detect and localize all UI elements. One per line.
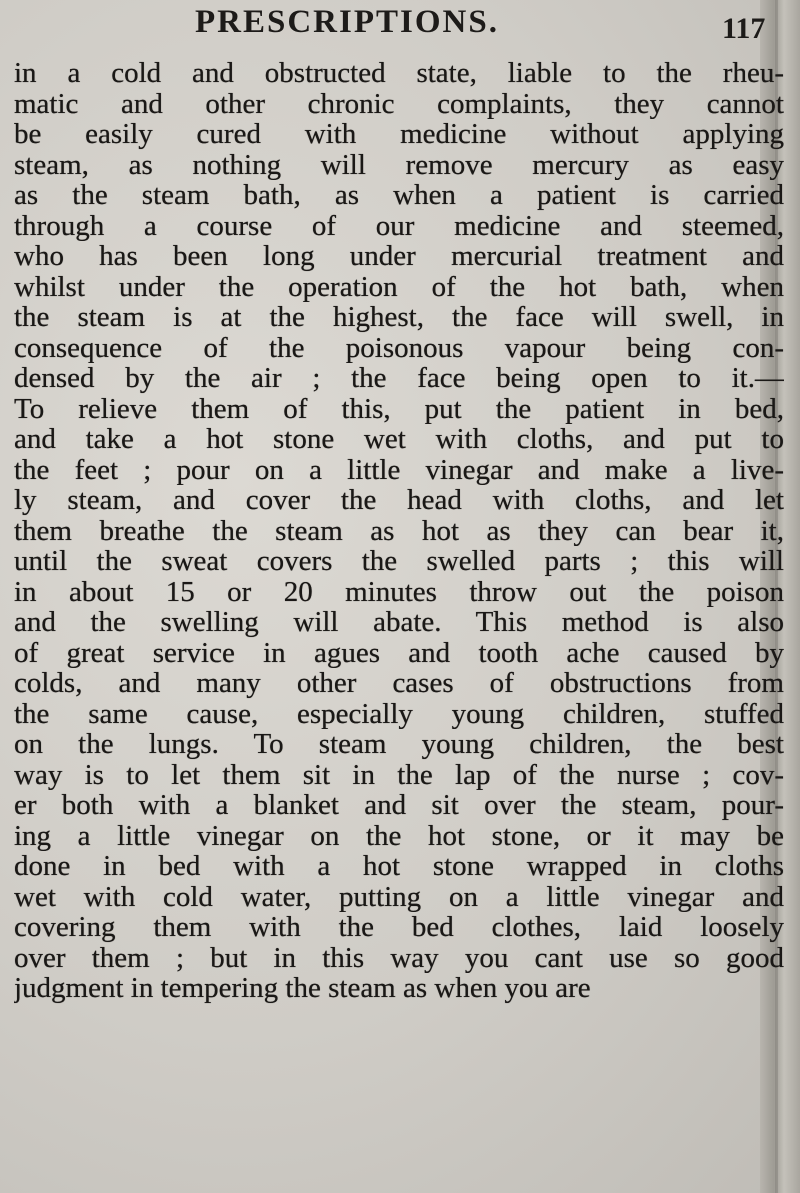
text-line: and the swelling will abate. This method is also: [14, 607, 784, 638]
text-line: consequence of the poisonous vapour being con-: [14, 332, 784, 363]
text-line: way is to let them sit in the lap of the nurse ; cov-: [14, 759, 784, 790]
text-line: as the steam bath, as when a patient is carried: [14, 180, 784, 211]
text-line: whilst under the operation of the hot bath, when: [14, 271, 784, 302]
running-title: PRESCRIPTIONS.: [195, 4, 499, 40]
text-line: and take a hot stone wet with cloths, and put to: [14, 424, 784, 455]
text-line: who has been long under mercurial treatment and: [14, 241, 784, 272]
body-text: [14, 58, 784, 1004]
text-line: colds, and many other cases of obstructions from: [14, 668, 784, 699]
text-line: densed by the air ; the face being open to it.—: [14, 363, 784, 394]
text-line: of great service in agues and tooth ache caused by: [14, 637, 784, 668]
text-line: them breathe the steam as hot as they can bear it,: [14, 515, 784, 546]
text-line: covering them with the bed clothes, laid loosely: [14, 912, 784, 943]
text-line: until the sweat covers the swelled parts ; this will: [14, 546, 784, 577]
text-line: through a course of our medicine and steemed,: [14, 210, 784, 241]
text-line: er both with a blanket and sit over the steam, pour-: [14, 790, 784, 821]
text-line: on the lungs. To steam young children, the best: [14, 729, 784, 760]
text-line: wet with cold water, putting on a little vinegar and: [14, 881, 784, 912]
page-number: 117: [722, 12, 766, 45]
text-line: over them ; but in this way you cant use so good: [14, 942, 784, 973]
text-line: in a cold and obstructed state, liable to the rheu-: [14, 58, 784, 89]
text-line: be easily cured with medicine without applying: [14, 119, 784, 150]
text-line: To relieve them of this, put the patient in bed,: [14, 393, 784, 424]
text-line: steam, as nothing will remove mercury as easy: [14, 149, 784, 180]
text-line: the steam is at the highest, the face will swell, in: [14, 302, 784, 333]
text-line: judgment in tempering the steam as when you are: [14, 973, 591, 1004]
page-header: [0, 0, 780, 48]
text-line: matic and other chronic complaints, they cannot: [14, 88, 784, 119]
text-line: the same cause, especially young children, stuffed: [14, 698, 784, 729]
text-line: ing a little vinegar on the hot stone, or it may be: [14, 820, 784, 851]
text-line: in about 15 or 20 minutes throw out the poison: [14, 576, 784, 607]
text-line: the feet ; pour on a little vinegar and make a live-: [14, 454, 784, 485]
text-line: done in bed with a hot stone wrapped in cloths: [14, 851, 784, 882]
text-line: ly steam, and cover the head with cloths, and let: [14, 485, 784, 516]
